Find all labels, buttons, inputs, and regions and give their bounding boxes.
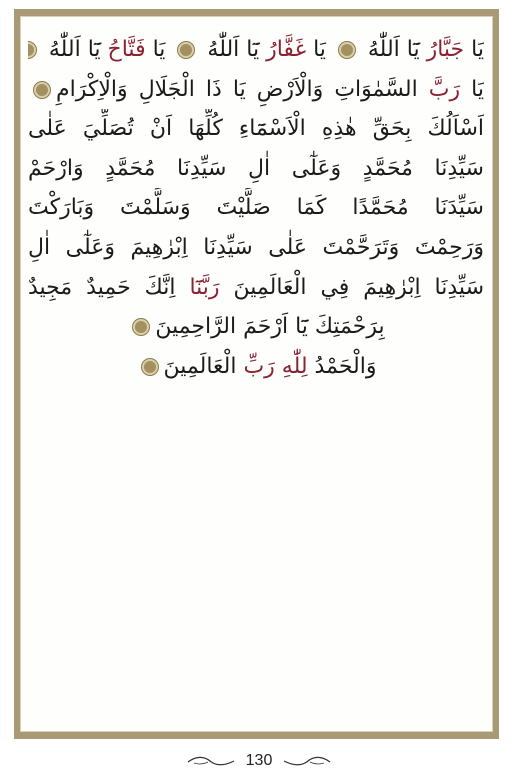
highlighted-word: رَبَّ [428, 76, 461, 102]
rose-ornament-icon [34, 82, 50, 98]
text-segment: وَالْحَمْدُ [307, 353, 377, 379]
text-line-6 [28, 228, 484, 268]
text-line-2 [28, 70, 484, 110]
rose-ornament-icon [142, 359, 158, 375]
text-line-3 [28, 109, 484, 149]
right-flourish-ornament [282, 754, 332, 768]
rose-ornament-icon [28, 42, 36, 58]
left-flourish-ornament [186, 754, 236, 768]
text-segment: يَٓا اَللّٰهُ [360, 37, 427, 62]
page-footer [0, 748, 518, 774]
text-segment: يَا [145, 37, 173, 62]
text-line-1 [28, 30, 484, 70]
text-segment: بِرَحْمَتِكَ يَٓا اَرْحَمَ الرَّاحِمِينَ [155, 314, 385, 340]
highlighted-word: لِلّٰهِ رَبِّ [243, 353, 308, 379]
rose-ornament-icon [339, 42, 355, 58]
highlighted-word: غَفَّارُ [266, 37, 307, 62]
text-segment: سَيِّدِنَا اِبْرٰهِيمَ فِي الْعَالَمِينَ [219, 274, 484, 300]
prayer-text-block [28, 30, 484, 386]
text-segment: سَيِّدَنَا مُحَمَّدًا كَمَا صَلَّيْتَ وَسَلَّمْتَ وَبَارَكْتَ [28, 195, 484, 221]
rose-ornament-icon [133, 319, 149, 335]
page-number: 130 [245, 752, 273, 769]
text-segment: اِنَّكَ حَمِيدٌ مَجِيدٌ [28, 274, 190, 300]
text-segment: وَرَحِمْتَ وَتَرَحَّمْتَ عَلٰى سَيِّدِنَا اِبْرٰهِيمَ وَعَلٰٓى اٰلِ [28, 234, 484, 260]
text-segment: يَٓا اَللّٰهُ [41, 37, 108, 62]
text-line-4 [28, 149, 484, 189]
highlighted-word: رَبَّنَٓا [189, 274, 220, 300]
text-line-9 [28, 347, 484, 387]
text-segment: يَا [464, 37, 484, 62]
text-segment: السَّمٰوَاتِ وَالْاَرْضِ يَا ذَا الْجَلَالِ وَالْاِكْرَامِ [56, 76, 429, 102]
text-line-7 [28, 268, 484, 308]
highlighted-word: فَتَّاحُ [107, 37, 146, 62]
text-segment: يَٓا اَللّٰهُ [200, 37, 267, 62]
rose-ornament-icon [178, 42, 194, 58]
text-line-5 [28, 188, 484, 228]
highlighted-word: جَبَّارُ [426, 37, 465, 62]
text-segment: يَا [306, 37, 333, 62]
text-line-8 [28, 307, 484, 347]
text-segment: سَيِّدِنَا مُحَمَّدٍ وَعَلٰٓى اٰلِ سَيِّدِنَا مُحَمَّدٍ وَارْحَمْ [28, 155, 484, 181]
text-segment: الْعَالَمِينَ [163, 353, 244, 379]
text-segment: يَا [460, 76, 484, 102]
text-segment: اَسْاَلُكَ بِحَقِّ هٰذِهِ الْاَسْمَٓاءِ كُلِّهَا اَنْ تُصَلِّيَ عَلٰى [28, 116, 484, 142]
